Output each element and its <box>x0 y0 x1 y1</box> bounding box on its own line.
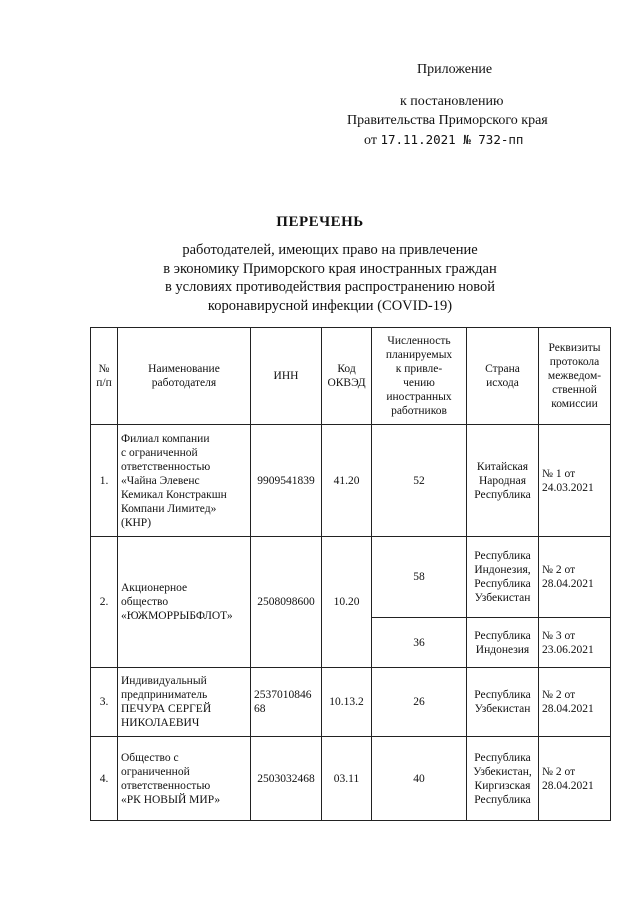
cell-line: Общество с <box>121 751 179 764</box>
cell-line: ограниченной <box>121 765 190 778</box>
cell-line: Узбекистан <box>474 592 531 604</box>
table-row <box>91 737 611 821</box>
header-country <box>467 328 539 425</box>
cell-line: № 2 от <box>542 564 576 576</box>
protocol-cell <box>539 618 611 668</box>
cell-line: Республика <box>474 629 531 642</box>
header-okved <box>322 328 372 425</box>
header-text: комиссии <box>551 398 598 410</box>
header-text: ИНН <box>273 370 299 382</box>
cell-line: Киргизская <box>474 779 531 792</box>
cell-line: 28.04.2021 <box>542 779 594 792</box>
okved-cell: 10.20 <box>322 537 372 668</box>
header-text: Код <box>337 363 356 375</box>
protocol-cell <box>539 425 611 537</box>
worker-count-cell: 58 <box>372 537 467 618</box>
cell-line: Индонезия <box>475 643 530 656</box>
appendix-label: Приложение <box>417 62 493 77</box>
subtitle-line: работодателей, имеющих право на привлечение <box>182 242 478 258</box>
cell-line: Республика <box>474 578 531 590</box>
cell-line: НИКОЛАЕВИЧ <box>121 717 200 729</box>
cell-line: 23.06.2021 <box>542 643 594 656</box>
row-num: 4. <box>91 737 118 821</box>
row-num: 1. <box>91 425 118 537</box>
header-text: чению <box>403 377 435 389</box>
cell-line: Республика <box>474 550 531 562</box>
worker-count-cell: 36 <box>372 618 467 668</box>
country-cell <box>467 618 539 668</box>
okved-cell: 10.13.2 <box>322 668 372 737</box>
employer-name <box>118 737 251 821</box>
header-text: протокола <box>549 356 600 368</box>
cell-line: № 2 от <box>542 689 576 701</box>
cell-line: ответственностью <box>121 460 211 473</box>
table-row <box>91 668 611 737</box>
cell-line: № 2 от <box>542 765 576 778</box>
okved-cell: 41.20 <box>322 425 372 537</box>
cell-line: (КНР) <box>121 516 152 529</box>
header-text: ственной <box>552 384 597 396</box>
cell-line: Республика <box>474 751 531 764</box>
cell-line: Республика <box>474 488 531 501</box>
header-text: п/п <box>96 377 112 389</box>
document-subtitle <box>150 241 510 315</box>
employer-name <box>118 537 251 668</box>
header-text: Реквизиты <box>548 342 601 354</box>
employers-table <box>90 327 611 821</box>
cell-line: Акционерное <box>121 582 188 594</box>
cell-line: № 3 от <box>542 629 576 642</box>
country-cell <box>467 425 539 537</box>
cell-line: ПЕЧУРА СЕРГЕЙ <box>121 703 212 715</box>
header-text: исхода <box>486 377 519 389</box>
cell-line: 2537010846 <box>254 689 312 701</box>
cell-line: Республика <box>474 689 531 701</box>
subtitle-line: коронавирусной инфекции (COVID-19) <box>207 297 453 314</box>
country-cell <box>467 737 539 821</box>
worker-count-cell: 40 <box>372 737 467 821</box>
cell-line: 24.03.2021 <box>542 481 594 494</box>
cell-line: предприниматель <box>121 689 208 701</box>
header-protocol <box>539 328 611 425</box>
resolution-date-line <box>364 132 523 149</box>
resolution-date-number: 17.11.2021 № 732-пп <box>380 132 524 147</box>
header-text: работников <box>391 405 447 417</box>
resolution-ref: к постановлению <box>400 94 504 109</box>
cell-line: «ЮЖМОРРЫБФЛОТ» <box>121 610 233 622</box>
table-row <box>91 537 611 618</box>
protocol-cell <box>539 537 611 618</box>
cell-line: Филиал компании <box>121 432 210 445</box>
cell-line: Кемикал Констракшн <box>121 488 227 501</box>
cell-line: «Чайна Элевенс <box>121 474 200 487</box>
cell-line: Китайская <box>476 460 529 473</box>
header-text: межведом- <box>547 370 602 382</box>
header-text: работодателя <box>151 377 217 389</box>
employer-name <box>118 425 251 537</box>
inn-cell: 9909541839 <box>251 425 322 537</box>
protocol-cell <box>539 668 611 737</box>
subtitle-line: в экономику Приморского края иностранных граждан <box>163 260 497 277</box>
cell-line: «РК НОВЫЙ МИР» <box>121 793 221 806</box>
cell-line: 28.04.2021 <box>542 578 594 590</box>
cell-line: общество <box>121 596 169 608</box>
document-title: ПЕРЕЧЕНЬ <box>276 214 364 230</box>
cell-line: Народная <box>479 474 526 487</box>
header-text: Страна <box>485 363 520 375</box>
header-num <box>91 328 118 425</box>
header-text: иностранных <box>386 391 452 403</box>
header-worker-count <box>372 328 467 425</box>
header-inn <box>251 328 322 425</box>
header-text: планируемых <box>385 349 453 361</box>
cell-line: 28.04.2021 <box>542 703 594 715</box>
cell-line: Индивидуальный <box>121 675 207 687</box>
okved-cell: 03.11 <box>322 737 372 821</box>
cell-line: Республика <box>474 793 531 806</box>
cell-line: 68 <box>254 703 266 715</box>
country-cell <box>467 668 539 737</box>
header-text: ОКВЭД <box>327 377 366 389</box>
inn-cell <box>251 668 322 737</box>
inn-cell: 2503032468 <box>251 737 322 821</box>
header-text: Численность <box>387 335 451 347</box>
worker-count-cell: 52 <box>372 425 467 537</box>
row-num: 2. <box>91 537 118 668</box>
cell-line: с ограниченной <box>121 446 198 459</box>
protocol-cell <box>539 737 611 821</box>
government-ref: Правительства Приморского края <box>347 113 548 128</box>
cell-line: Индонезия, <box>474 564 531 576</box>
cell-line: ответственностью <box>121 779 211 792</box>
cell-line: № 1 от <box>542 467 576 480</box>
cell-line: Узбекистан, <box>473 765 532 778</box>
table-row <box>91 425 611 537</box>
row-num: 3. <box>91 668 118 737</box>
worker-count-cell: 26 <box>372 668 467 737</box>
table-header-row <box>91 328 611 425</box>
header-text: Наименование <box>148 363 220 375</box>
date-prefix: от <box>364 133 377 148</box>
cell-line: Узбекистан <box>474 703 531 715</box>
header-employer-name <box>118 328 251 425</box>
country-cell <box>467 537 539 618</box>
cell-line: Компани Лимитед» <box>121 502 217 515</box>
employer-name <box>118 668 251 737</box>
inn-cell: 2508098600 <box>251 537 322 668</box>
header-text: к привле- <box>395 363 443 375</box>
header-text: № <box>98 363 110 375</box>
subtitle-line: в условиях противодействия распространению новой <box>164 279 496 295</box>
